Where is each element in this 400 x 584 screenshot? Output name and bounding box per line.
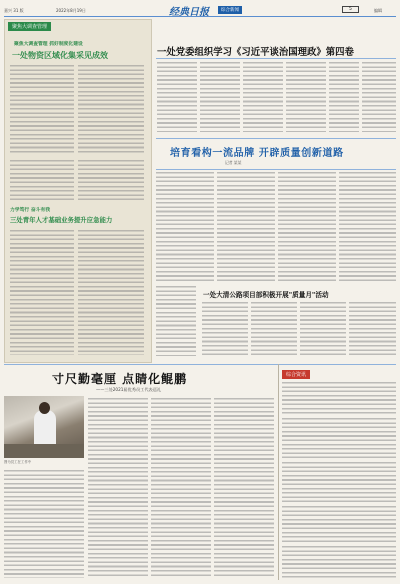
lead-headline: 一处党委组织学习《习近平谈治国理政》第四卷 [157,47,354,58]
story3-body-1 [202,302,248,356]
lead-body-4 [286,62,326,132]
sidebar-body-6 [78,230,144,355]
story3-body-4 [349,302,396,356]
lead-rule [156,58,396,59]
banner-body-2 [217,172,275,282]
sidebar-body-1 [10,65,74,153]
banner-headline: 培育看构一流品牌 开辟质量创新道路 [170,148,344,159]
right-column-divider [278,364,279,580]
right-brief-3 [282,462,396,502]
story3-body-2 [251,302,297,356]
section-tag: 综合新闻 [218,6,242,14]
lead-body-6 [362,62,396,132]
story3-body-3 [300,302,346,356]
banner-byline: 记者 某某 [225,160,242,165]
sidebar-column-label: 聚焦大调查管理 [8,22,51,31]
right-brief-4 [282,506,396,542]
banner-body-4 [339,172,396,282]
right-column-label: 综合资讯 [282,370,310,379]
sidebar-body-4 [78,160,144,200]
right-brief-5 [282,546,396,578]
banner-body-1 [156,172,214,282]
page-tag: 5 [342,6,359,13]
right-brief-2 [282,418,396,458]
editor-label: 编辑 [374,8,382,13]
feature-headline: 寸尺勤毫厘 点睛化鲲鹏 [52,372,188,386]
page-number: 嘉兴 31 版 [4,8,24,13]
sidebar-mid-headline: 三处青年人才基础业务提升应急能力 [10,216,113,224]
lead-body-3 [243,62,283,132]
issue-date: 2022年8月19日 [56,8,86,13]
lead-body-2 [200,62,240,132]
sidebar-headline: 一处物资区域化集采见成效 [12,50,108,60]
feature-body-3 [214,398,274,578]
lead-body-5 [329,62,359,132]
banner-body-3 [278,172,336,282]
lead-body-1 [157,62,197,132]
feature-caption: 图为员工在工作中 [4,460,32,464]
feature-subhead: ——三处2021届优秀员工代表巡礼 [96,387,162,392]
feature-photo [4,396,84,458]
feature-body-0 [4,470,84,578]
photo-desk [4,444,84,458]
page-header [4,2,396,17]
feature-top-rule [4,364,396,365]
masthead: 经典日报 [169,7,209,18]
sidebar-body-2 [78,65,144,153]
sidebar-mid-kicker: 力学笃行 奋斗有我 [10,207,51,213]
photo-head [39,402,50,414]
right-brief-1 [282,382,396,414]
sidebar-kicker: 聚焦大调查管理 抓好制度化建设 [14,41,83,47]
story3-headline: 一处大清公路项目部积极开展"质量月"活动 [203,291,329,299]
sidebar-body-3 [10,160,74,200]
sidebar-body-5 [10,230,74,355]
feature-body-1 [88,398,148,578]
story3-left-body [156,286,196,356]
feature-body-2 [151,398,211,578]
